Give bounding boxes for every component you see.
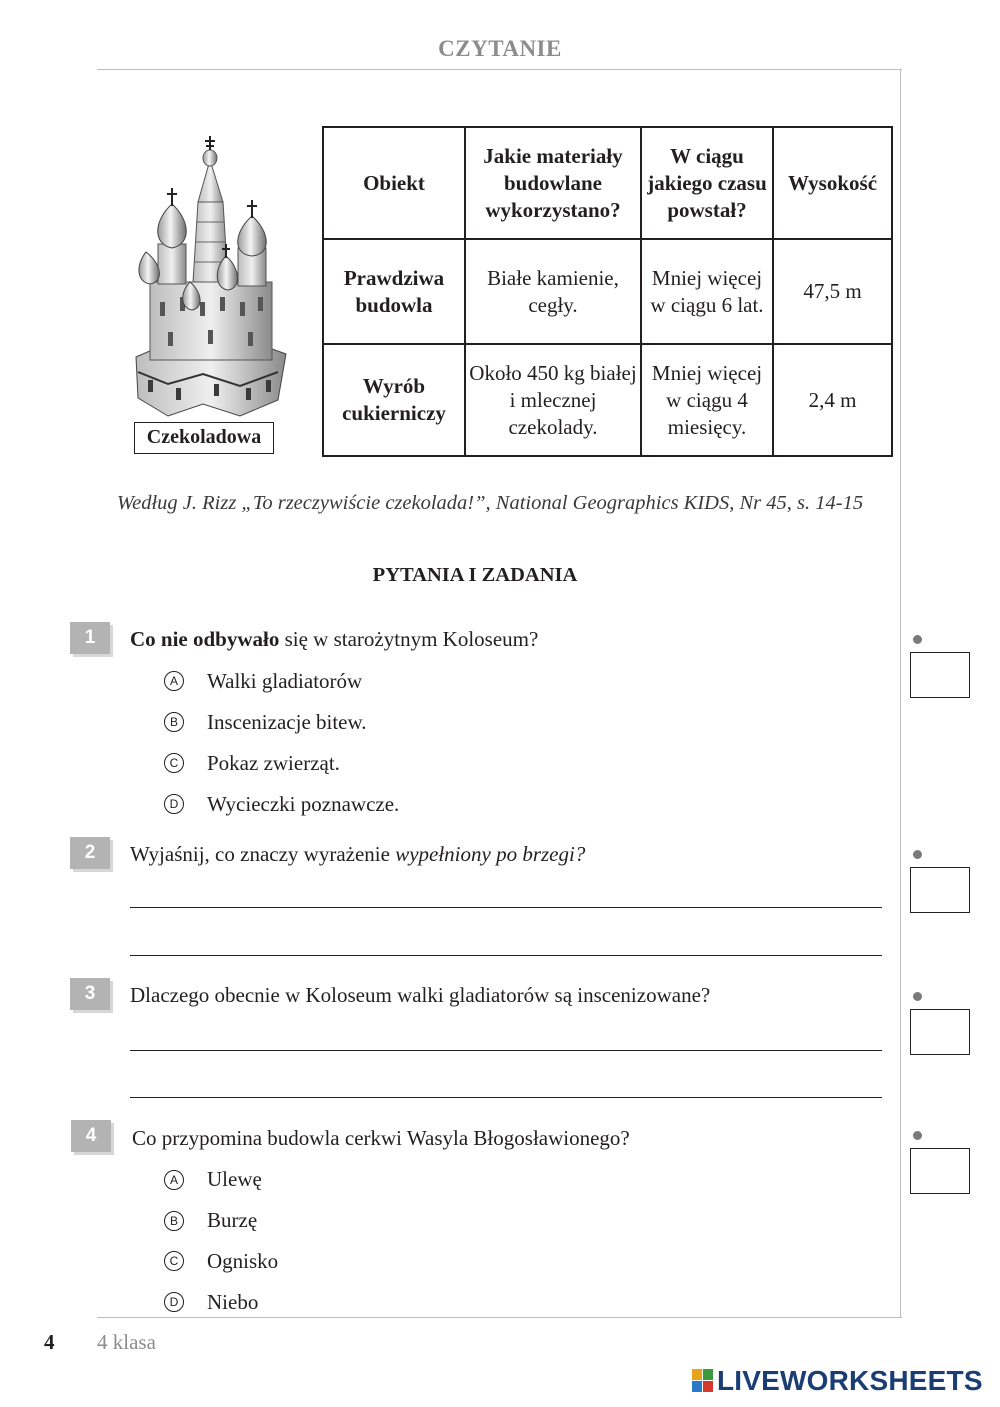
cell-height: 47,5 m	[773, 239, 892, 344]
question-2-text	[130, 842, 585, 867]
answer-option[interactable]: Niebo	[207, 1290, 259, 1314]
frame-bottom-border	[97, 1317, 902, 1318]
answer-option[interactable]: Burzę	[207, 1208, 258, 1232]
answer-option[interactable]: Wycieczki poznawcze.	[207, 792, 400, 816]
question-number-badge: 1	[70, 622, 110, 654]
score-dot	[913, 850, 922, 859]
grade-label: 4 klasa	[97, 1330, 156, 1354]
header-time: W ciągu jakiego czasu powstał?	[641, 127, 773, 239]
table-row	[323, 344, 892, 456]
question-number-badge: 3	[70, 978, 110, 1010]
score-dot	[913, 1131, 922, 1140]
score-box[interactable]	[910, 1148, 970, 1194]
header-height: Wysokość	[773, 127, 892, 239]
score-box[interactable]	[910, 867, 970, 913]
cell-time: Mniej więcej w ciągu 6 lat.	[641, 239, 773, 344]
source-citation: Według J. Rizz „To rzeczywiście czekolada!”, National Geographics KIDS, Nr 45, s. 14-15	[116, 492, 864, 514]
question-3-text: Dlaczego obecnie w Koloseum walki gladiatorów są inscenizowane?	[130, 983, 711, 1007]
row-label: Prawdziwa budowla	[323, 239, 465, 344]
table-row	[323, 239, 892, 344]
score-dot	[913, 635, 922, 644]
option-letter-b[interactable]: B	[164, 1211, 184, 1231]
cell-time: Mniej więcej w ciągu 4 miesięcy.	[641, 344, 773, 456]
chocolate-cathedral-image	[128, 132, 293, 422]
question-1-text	[130, 627, 538, 652]
section-title: CZYTANIE	[438, 36, 562, 61]
option-letter-c[interactable]: C	[164, 1251, 184, 1271]
table-header-row	[323, 127, 892, 239]
question-1-bold: Co nie odbywało	[130, 627, 280, 651]
option-letter-d[interactable]: D	[164, 794, 184, 814]
answer-option[interactable]: Inscenizacje bitew.	[207, 710, 367, 734]
option-letter-d[interactable]: D	[164, 1292, 184, 1312]
cell-materials: Około 450 kg białej i mlecznej czekolady.	[465, 344, 641, 456]
question-number-badge: 4	[71, 1120, 111, 1152]
question-number-badge: 2	[70, 837, 110, 869]
answer-line[interactable]	[130, 907, 882, 908]
header-materials: Jakie materiały budowlane wykorzystano?	[465, 127, 641, 239]
answer-option[interactable]: Pokaz zwierząt.	[207, 751, 340, 775]
frame-right-border	[900, 69, 901, 1318]
score-dot	[913, 992, 922, 1001]
score-box[interactable]	[910, 652, 970, 698]
score-box[interactable]	[910, 1009, 970, 1055]
question-1-rest: się w starożytnym Koloseum?	[279, 627, 539, 651]
cell-height: 2,4 m	[773, 344, 892, 456]
frame-top-border	[97, 69, 902, 70]
option-letter-c[interactable]: C	[164, 753, 184, 773]
answer-option[interactable]: Ulewę	[207, 1167, 262, 1191]
brand-name: LIVEWORKSHEETS	[717, 1365, 983, 1396]
option-letter-b[interactable]: B	[164, 712, 184, 732]
question-2-plain: Wyjaśnij, co znaczy wyrażenie	[130, 842, 396, 866]
image-caption: Czekoladowa	[134, 422, 274, 454]
row-label: Wyrób cukierniczy	[323, 344, 465, 456]
page-number: 4	[44, 1330, 55, 1354]
brand-logo	[692, 1366, 983, 1396]
question-4-text: Co przypomina budowla cerkwi Wasyla Błogosławionego?	[132, 1126, 630, 1150]
question-2-italic: wypełniony po brzegi?	[395, 842, 586, 866]
liveworksheets-logo-icon	[692, 1369, 714, 1393]
comparison-table	[322, 126, 893, 457]
option-letter-a[interactable]: A	[164, 1170, 184, 1190]
answer-option[interactable]: Ognisko	[207, 1249, 279, 1273]
option-letter-a[interactable]: A	[164, 671, 184, 691]
answer-option[interactable]: Walki gladiatorów	[207, 669, 363, 693]
questions-heading: PYTANIA I ZADANIA	[372, 564, 578, 586]
header-object: Obiekt	[323, 127, 465, 239]
answer-line[interactable]	[130, 1097, 882, 1098]
answer-line[interactable]	[130, 955, 882, 956]
cell-materials: Białe kamienie, cegły.	[465, 239, 641, 344]
answer-line[interactable]	[130, 1050, 882, 1051]
